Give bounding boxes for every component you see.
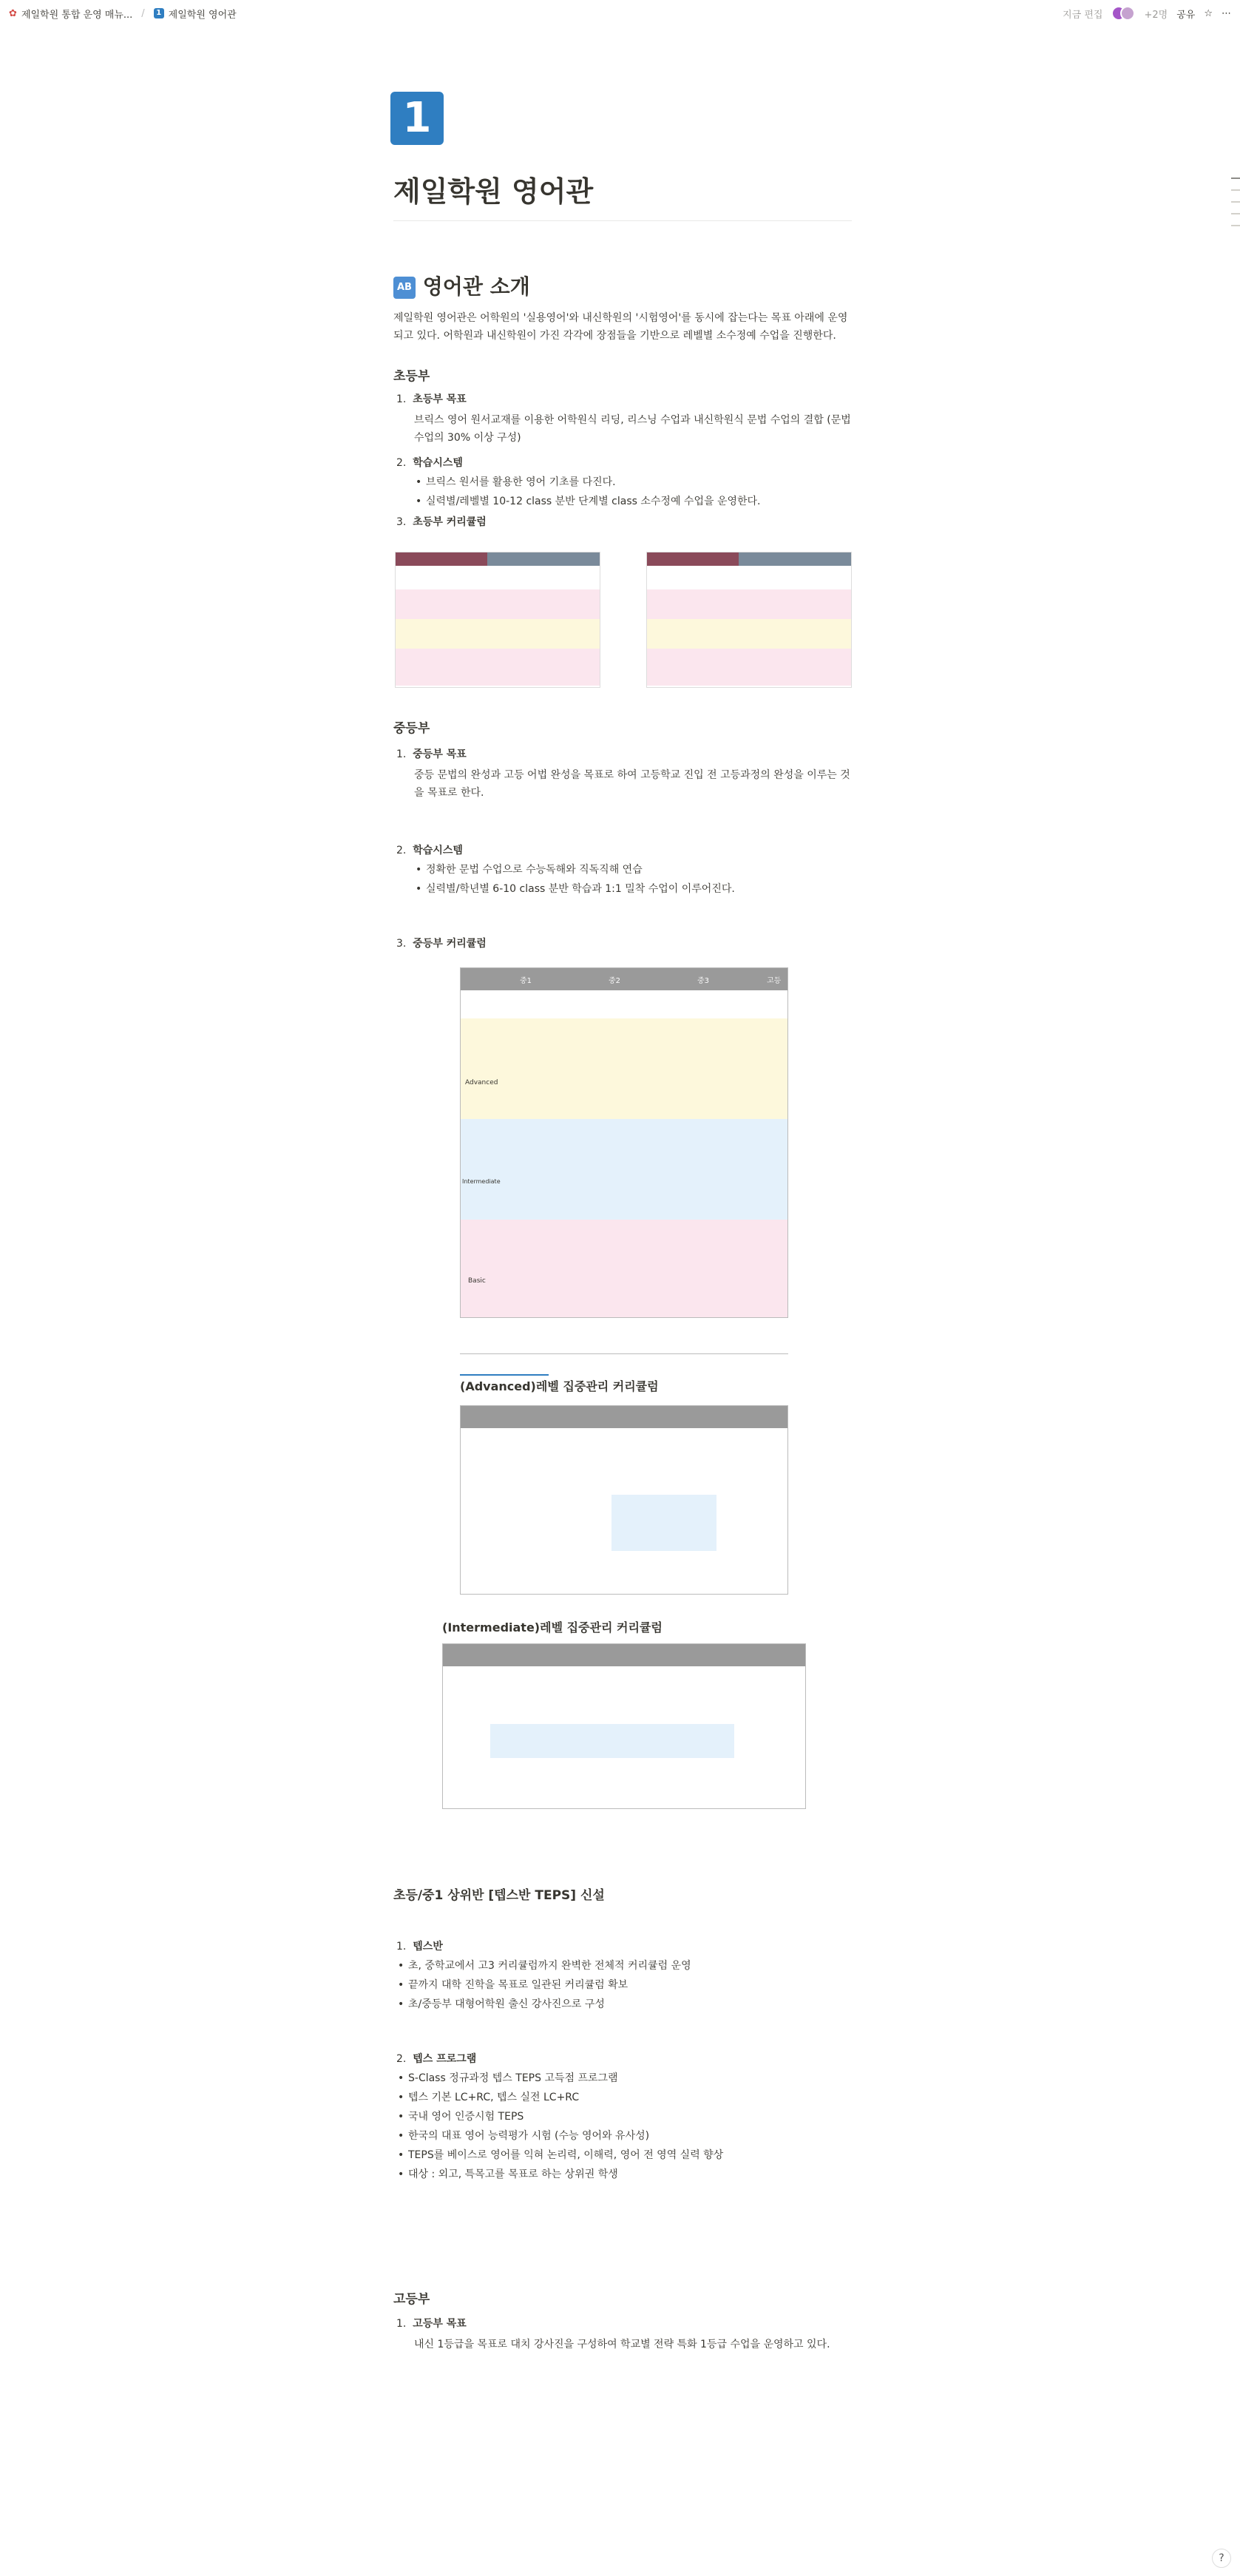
- page-number-icon[interactable]: 1: [390, 92, 444, 145]
- star-icon[interactable]: ☆: [1204, 7, 1213, 19]
- list-item: 1. 고등부 목표: [396, 2318, 467, 2330]
- intermediate-curriculum-caption: (Intermediate)레벨 집중관리 커리큘럼: [442, 1620, 663, 1634]
- list-item: 1. 텝스반: [396, 1941, 443, 1953]
- list-item: 1. 초등부 목표: [396, 393, 467, 405]
- elementary-curriculum-image[interactable]: [646, 552, 852, 688]
- level-label: Basic: [468, 1277, 486, 1285]
- page-number-icon: 1: [154, 8, 164, 18]
- list-item: • 초/중등부 대형어학원 출신 강사진으로 구성: [396, 1995, 605, 2013]
- avatar-group[interactable]: [1111, 6, 1135, 21]
- grade-header: 중1: [520, 977, 532, 985]
- top-bar: [0, 0, 1240, 27]
- list-item: • TEPS를 베이스로 영어를 익혀 논리력, 이해력, 영어 전 영역 실력 향상: [396, 2146, 723, 2164]
- middle-goal-body: 중등 문법의 완성과 고등 어법 완성을 목표로 하여 고등학교 진입 전 고등과정의 완성을 이루는 것을 목표로 한다.: [414, 769, 850, 799]
- list-item: • 실력별/레벨별 10-12 class 분반 단계별 class 소수정예 수업을 운영한다.: [414, 493, 760, 510]
- list-item: • 끝까지 대학 진학을 목표로 일관된 커리큘럼 확보: [396, 1976, 628, 1994]
- list-item: 3. 중등부 커리큘럼: [396, 938, 487, 950]
- level-label: Advanced: [465, 1079, 498, 1086]
- grade-header: 중3: [697, 977, 710, 985]
- section-heading-high: 고등부: [393, 2292, 430, 2307]
- advanced-curriculum-caption: (Advanced)레벨 집중관리 커리큘럼: [460, 1379, 659, 1393]
- intermediate-curriculum-table[interactable]: [442, 1643, 806, 1809]
- breadcrumb: ✿ 제일학원 통합 운영 매뉴... / 1 제일학원 영어관: [9, 7, 237, 21]
- share-button[interactable]: 공유: [1176, 9, 1196, 21]
- list-item: 2. 학습시스템: [396, 457, 463, 469]
- help-icon[interactable]: ?: [1212, 2549, 1231, 2568]
- section-heading-middle: 중등부: [393, 721, 430, 736]
- star-icon: ✿: [9, 7, 17, 19]
- advanced-curriculum-table[interactable]: [460, 1405, 788, 1595]
- list-item: • 정확한 문법 수업으로 수능독해와 직독직해 연습: [414, 861, 643, 879]
- edited-status: 지금 편집: [1063, 9, 1103, 21]
- list-item: 2. 텝스 프로그램: [396, 2053, 477, 2065]
- list-item: • 한국의 대표 영어 능력평가 시험 (수능 영어와 유사성): [396, 2127, 649, 2145]
- page-title: 제일학원 영어관: [393, 175, 594, 208]
- table-of-contents[interactable]: [1230, 178, 1240, 237]
- divider: [393, 220, 852, 221]
- breadcrumb-item-manual[interactable]: 제일학원 통합 운영 매뉴...: [21, 9, 133, 21]
- elementary-goal-body: 브릭스 영어 원서교재를 이용한 어학원식 리딩, 리스닝 수업과 내신학원식 문법 수업의 결합 (문법 수업의 30% 이상 구성): [414, 414, 851, 444]
- list-item: • 국내 영어 인증시험 TEPS: [396, 2108, 524, 2126]
- intro-body: 제일학원 영어관은 어학원의 '실용영어'와 내신학원의 '시험영어'를 동시에 잡는다는 목표 아래에 운영되고 있다. 어학원과 내신학원이 가진 각각에 장점들을 기반으로 레벨별 소수정예 수업을 진행한다.: [393, 312, 848, 342]
- grade-header: 고등: [767, 977, 782, 985]
- list-item: • 브릭스 원서를 활용한 영어 기초를 다진다.: [414, 473, 616, 491]
- list-item: 1. 중등부 목표: [396, 748, 467, 760]
- grade-header: 중2: [609, 977, 621, 985]
- top-actions: [1063, 0, 1231, 27]
- list-item: • 대상 : 외고, 특목고를 목표로 하는 상위권 학생: [396, 2166, 618, 2183]
- breadcrumb-item-english[interactable]: 제일학원 영어관: [168, 9, 237, 21]
- list-item: • 실력별/학년별 6-10 class 분반 학습과 1:1 밀착 수업이 이루어진다.: [414, 880, 735, 898]
- list-item: • 텝스 기본 LC+RC, 텝스 실전 LC+RC: [396, 2089, 579, 2106]
- more-icon[interactable]: ⋯: [1222, 7, 1231, 19]
- section-heading-elementary: 초등부: [393, 369, 430, 384]
- section-heading-intro: AB 영어관 소개: [393, 271, 530, 300]
- list-item: • 초, 중학교에서 고3 커리큘럼까지 완벽한 전체적 커리큘럼 운영: [396, 1957, 691, 1975]
- abc-block-icon: AB: [393, 277, 416, 299]
- list-item: 3. 초등부 커리큘럼: [396, 516, 487, 528]
- list-item: • S-Class 정규과정 텝스 TEPS 고득점 프로그램: [396, 2069, 618, 2087]
- high-goal-body: 내신 1등급을 목표로 대치 강사진을 구성하여 학교별 전략 특화 1등급 수업을 운영하고 있다.: [414, 2339, 830, 2350]
- elementary-curriculum-image[interactable]: [395, 552, 600, 688]
- more-users-count[interactable]: +2명: [1144, 9, 1168, 21]
- avatar: [1120, 6, 1135, 21]
- section-heading-teps: 초등/중1 상위반 [텝스반 TEPS] 신설: [393, 1888, 605, 1903]
- list-item: 2. 학습시스템: [396, 845, 463, 856]
- level-label: Intermediate: [462, 1178, 501, 1185]
- middle-curriculum-table[interactable]: [460, 967, 788, 1318]
